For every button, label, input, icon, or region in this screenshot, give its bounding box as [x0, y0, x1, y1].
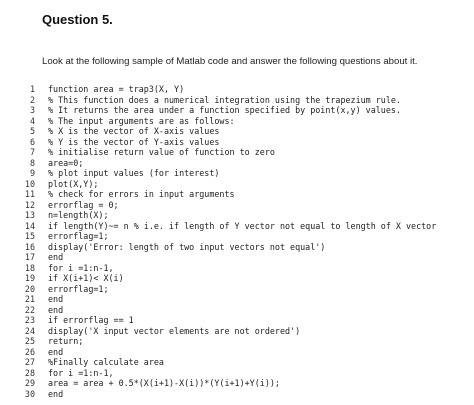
code-line [0, 252, 474, 263]
code-line [0, 326, 474, 337]
code-line [0, 389, 474, 400]
code-text: end [48, 304, 64, 315]
code-line [0, 147, 474, 158]
code-line [0, 378, 474, 389]
line-number: 14 [24, 220, 35, 231]
code-text: % It returns the area under a function specified by point(x,y) values. [48, 105, 401, 115]
code-line [0, 273, 474, 284]
line-number: 1 [29, 84, 35, 94]
code-text: % The input arguments are as follows: [48, 115, 235, 126]
code-text: function area = trap3(X, Y) [48, 84, 185, 94]
code-text: area = area + 0.5*(X(i+1)-X(i))*(Y(i+1)+Y(i)); [48, 378, 280, 388]
question-intro: Look at the following sample of Matlab code and answer the following questions about it. [42, 56, 418, 67]
code-text: if X(i+1)< X(i) [48, 273, 124, 283]
code-line [0, 368, 474, 379]
code-text: end [48, 252, 64, 262]
line-number: 8 [29, 157, 35, 168]
code-text: for i =1:n-1, [48, 367, 114, 378]
code-text: display('X input vector elements are not ordered') [48, 325, 301, 336]
line-number: 29 [24, 378, 35, 388]
line-number: 25 [24, 336, 35, 346]
line-number: 17 [24, 252, 35, 262]
code-text: display('Error: length of two input vectors not equal') [48, 241, 326, 252]
line-number: 28 [24, 367, 35, 378]
code-text: errorflag=1; [48, 283, 109, 294]
line-number: 21 [24, 294, 35, 304]
code-text: end [48, 346, 64, 357]
code-text: end [48, 294, 64, 304]
code-line [0, 357, 474, 368]
line-number: 20 [24, 283, 35, 294]
line-number: 23 [24, 315, 35, 325]
code-text: return; [48, 336, 84, 346]
line-number: 16 [24, 241, 35, 252]
code-listing [0, 84, 474, 399]
code-line [0, 305, 474, 316]
code-line [0, 284, 474, 295]
line-number: 27 [24, 357, 35, 367]
line-number: 10 [24, 178, 35, 189]
code-text: plot(X,Y); [48, 178, 99, 189]
code-line [0, 200, 474, 211]
line-number: 24 [24, 325, 35, 336]
line-number: 26 [24, 346, 35, 357]
line-number: 2 [29, 94, 35, 105]
code-line [0, 189, 474, 200]
line-number: 19 [24, 273, 35, 283]
code-line [0, 336, 474, 347]
code-text: %Finally calculate area [48, 357, 164, 367]
code-line [0, 347, 474, 358]
line-number: 15 [24, 231, 35, 241]
code-line [0, 242, 474, 253]
code-line [0, 315, 474, 326]
code-text: errorflag=1; [48, 231, 109, 241]
line-number: 22 [24, 304, 35, 315]
code-line [0, 210, 474, 221]
line-number: 7 [29, 147, 35, 157]
line-number: 9 [29, 168, 35, 178]
line-number: 13 [24, 210, 35, 220]
code-text: end [48, 388, 64, 399]
line-number: 5 [29, 126, 35, 136]
code-line [0, 116, 474, 127]
code-line [0, 263, 474, 274]
code-text: % X is the vector of X-axis values [48, 126, 220, 136]
code-text: % Y is the vector of Y-axis values [48, 136, 220, 147]
line-number: 18 [24, 262, 35, 273]
code-text: area=0; [48, 157, 84, 168]
line-number: 3 [29, 105, 35, 115]
code-text: errorflag = 0; [48, 199, 119, 210]
code-line [0, 179, 474, 190]
code-text: if errorflag == 1 [48, 315, 134, 325]
line-number: 4 [29, 115, 35, 126]
question-title: Question 5. [42, 12, 113, 27]
code-text: n=length(X); [48, 210, 109, 220]
line-number: 30 [24, 388, 35, 399]
code-line [0, 231, 474, 242]
line-number: 11 [24, 189, 35, 199]
code-line [0, 137, 474, 148]
code-text: for i =1:n-1, [48, 262, 114, 273]
code-line [0, 95, 474, 106]
code-text: % check for errors in input arguments [48, 189, 235, 199]
code-line [0, 105, 474, 116]
code-text: % initialise return value of function to zero [48, 147, 275, 157]
code-line [0, 294, 474, 305]
code-line [0, 84, 474, 95]
code-line [0, 158, 474, 169]
code-text: % plot input values (for interest) [48, 168, 220, 178]
code-line [0, 221, 474, 232]
line-number: 12 [24, 199, 35, 210]
code-text: if length(Y)~= n % i.e. if length of Y vector not equal to length of X vector [48, 220, 437, 231]
code-line [0, 168, 474, 179]
line-number: 6 [29, 136, 35, 147]
code-line [0, 126, 474, 137]
code-text: % This function does a numerical integration using the trapezium rule. [48, 94, 401, 105]
